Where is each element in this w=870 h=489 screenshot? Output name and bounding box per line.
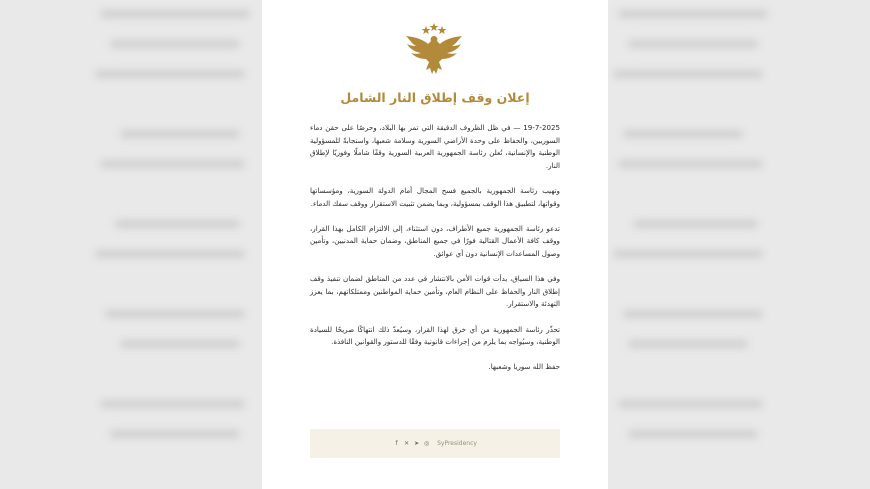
closing-line: حفظ الله سوريا وشعبها. (488, 362, 560, 372)
paragraph-1: 19-7-2025 — في ظل الظروف الدقيقة التي تمر بها البلاد، وحرصًا على حقن دماء السوريين، والحفاظ على وحدة الأراضي السورية وسلامة شعبها، واستجابةً للمسؤولية الوطنية والإنسانية، تُعلن رئاسة الجمهورية العربية السورية وقفًا شاملًا وفوريًا لإطلاق النار. (310, 123, 560, 170)
facebook-icon[interactable]: f (395, 440, 398, 447)
page-title: إعلان وقف إطلاق النار الشامل (340, 90, 530, 105)
paragraph-5: تحذّر رئاسة الجمهورية من أي خرق لهذا القرار، وسيُعدّ ذلك انتهاكًا صريحًا للسيادة الوطنية، وسيُواجه بما يلزم من إجراءات قانونية وفقًا للدستور والقوانين النافذة. (310, 324, 560, 347)
paragraph-4: وفي هذا السياق، بدأت قوات الأمن بالانتشار في عدد من المناطق لضمان تنفيذ وقف إطلاق النار والحفاظ على النظام العام، وتأمين حماية المواطنين وممتلكاتهم، بما يعزز التهدئة والاستقرار. (310, 274, 560, 309)
paragraph-2: وتهيب رئاسة الجمهورية بالجميع فسح المجال أمام الدولة السورية، ومؤسساتها وقواتها، لتطبيق هذا الوقف بمسؤولية، وبما يضمن تثبيت الاستقرار ووقف سفك الدماء. (310, 185, 560, 208)
blurred-background-right (608, 0, 870, 489)
announcement-body (310, 122, 560, 386)
telegram-icon[interactable]: ➤ (414, 440, 420, 447)
announcement-document (262, 0, 608, 489)
paragraph-3: تدعو رئاسة الجمهورية جميع الأطراف، دون استثناء، إلى الالتزام الكامل بهذا القرار، ووقف كافة الأعمال القتالية فورًا في جميع المناطق، وضمان حماية المدنيين، وتأمين وصول المساعدات الإنسانية دون أي عوائق. (310, 223, 560, 258)
x-icon[interactable]: ✕ (404, 440, 410, 447)
blurred-background-left (0, 0, 262, 489)
eagle-emblem-icon (404, 22, 464, 78)
social-footer (310, 429, 560, 458)
instagram-icon[interactable]: ◎ (423, 440, 430, 447)
social-handle: SyPresidency (437, 440, 477, 447)
